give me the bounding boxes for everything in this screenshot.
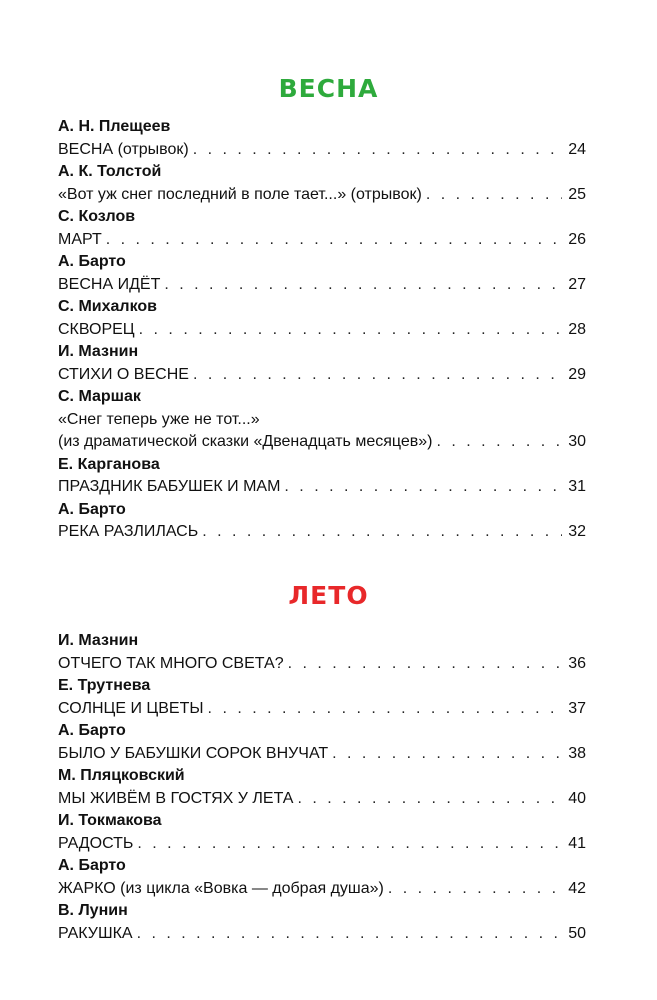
work-title: ВЕСНА (отрывок) [58, 140, 189, 158]
page-number: 30 [568, 433, 586, 450]
toc-entry [58, 386, 586, 454]
work-title: СОЛНЦЕ И ЦВЕТЫ [58, 699, 204, 717]
dot-leader [208, 698, 562, 721]
dot-leader [288, 653, 562, 676]
toc-line [58, 229, 586, 252]
author-name: С. Михалков [58, 298, 157, 315]
toc-entry [58, 675, 586, 720]
toc-line [58, 698, 586, 721]
page-number: 25 [568, 185, 586, 203]
section-title-summer: ЛЕТО [288, 581, 369, 610]
toc-entry [58, 810, 586, 855]
toc-line [58, 476, 586, 499]
toc-line [58, 743, 586, 766]
work-title: БЫЛО У БАБУШКИ СОРОК ВНУЧАТ [58, 744, 329, 762]
page-number: 38 [568, 744, 586, 762]
toc-list-summer [58, 630, 586, 945]
toc-entry [58, 900, 586, 945]
dot-leader [437, 431, 563, 454]
toc-entry [58, 630, 586, 675]
toc-list-spring [58, 116, 586, 544]
dot-leader [137, 833, 562, 856]
work-title: (из драматической сказки «Двенадцать месяцев») [58, 433, 433, 450]
dot-leader [164, 274, 562, 297]
page-number: 28 [568, 320, 586, 338]
toc-entry [58, 499, 586, 544]
author-name: А. Барто [58, 722, 126, 739]
toc-line [58, 788, 586, 811]
toc-line [58, 319, 586, 342]
dot-leader [202, 521, 562, 544]
author-name: А. Н. Плещеев [58, 118, 171, 135]
page-number: 24 [568, 140, 586, 158]
page-number: 31 [568, 478, 586, 495]
work-title: МАРТ [58, 230, 102, 248]
author-name: Е. Карганова [58, 455, 160, 473]
page-number: 41 [568, 834, 586, 852]
work-title: РАКУШКА [58, 924, 133, 942]
page-number: 36 [568, 654, 586, 672]
toc-entry [58, 855, 586, 900]
author-name: В. Лунин [58, 902, 128, 919]
toc-entry [58, 341, 586, 386]
page-number: 29 [568, 365, 586, 383]
author-name: С. Козлов [58, 208, 136, 225]
page-number: 42 [568, 879, 586, 897]
page-number: 27 [568, 275, 586, 293]
toc-entry [58, 720, 586, 765]
work-title: СКВОРЕЦ [58, 320, 135, 338]
author-name: И. Мазнин [58, 632, 139, 649]
dot-leader [139, 319, 562, 342]
toc-line [58, 184, 586, 207]
work-title: ЖАРКО (из цикла «Вовка — добрая душа») [58, 879, 384, 897]
toc-line [58, 274, 586, 297]
page-number: 40 [568, 789, 586, 807]
toc-entry [58, 454, 586, 499]
toc-entry [58, 116, 586, 161]
author-name: А. Барто [58, 500, 126, 518]
dot-leader [332, 743, 562, 766]
author-name: С. Маршак [58, 388, 141, 405]
dot-leader [137, 923, 562, 946]
author-name: И. Мазнин [58, 343, 139, 360]
toc-line [58, 833, 586, 856]
toc-line [58, 878, 586, 901]
toc-entry [58, 206, 586, 251]
work-title: РАДОСТЬ [58, 834, 134, 852]
dot-leader [426, 184, 562, 207]
work-title: МЫ ЖИВЁМ В ГОСТЯХ У ЛЕТА [58, 789, 294, 807]
toc-line [58, 364, 586, 387]
author-name: М. Пляцковский [58, 767, 185, 784]
page-number: 26 [568, 230, 586, 248]
work-title: ВЕСНА ИДЁТ [58, 275, 161, 293]
work-title: ОТЧЕГО ТАК МНОГО СВЕТА? [58, 654, 284, 672]
toc-entry [58, 765, 586, 810]
work-title: «Вот уж снег последний в поле тает...» (отрывок) [58, 185, 422, 203]
dot-leader [193, 364, 562, 387]
page-number: 50 [568, 924, 586, 942]
author-name: А. Барто [58, 253, 126, 270]
work-title: СТИХИ О ВЕСНЕ [58, 365, 189, 383]
dot-leader [193, 139, 562, 162]
toc-line [58, 139, 586, 162]
section-title-spring: ВЕСНА [278, 74, 379, 103]
toc-entry [58, 251, 586, 296]
toc-line [58, 521, 586, 544]
page-number: 37 [568, 699, 586, 717]
work-title: ПРАЗДНИК БАБУШЕК И МАМ [58, 478, 281, 495]
work-title: «Снег теперь уже не тот...» [58, 410, 260, 428]
page-number: 32 [568, 523, 586, 540]
toc-entry [58, 161, 586, 206]
dot-leader [388, 878, 562, 901]
dot-leader [106, 229, 562, 252]
toc-line [58, 431, 586, 454]
author-name: А. К. Толстой [58, 163, 162, 180]
toc-line [58, 923, 586, 946]
dot-leader [284, 476, 562, 499]
author-name: Е. Трутнева [58, 677, 151, 694]
author-name: А. Барто [58, 857, 126, 874]
author-name: И. Токмакова [58, 812, 162, 829]
toc-line [58, 653, 586, 676]
toc-entry [58, 296, 586, 341]
work-title: РЕКА РАЗЛИЛАСЬ [58, 523, 199, 540]
dot-leader [297, 788, 562, 811]
